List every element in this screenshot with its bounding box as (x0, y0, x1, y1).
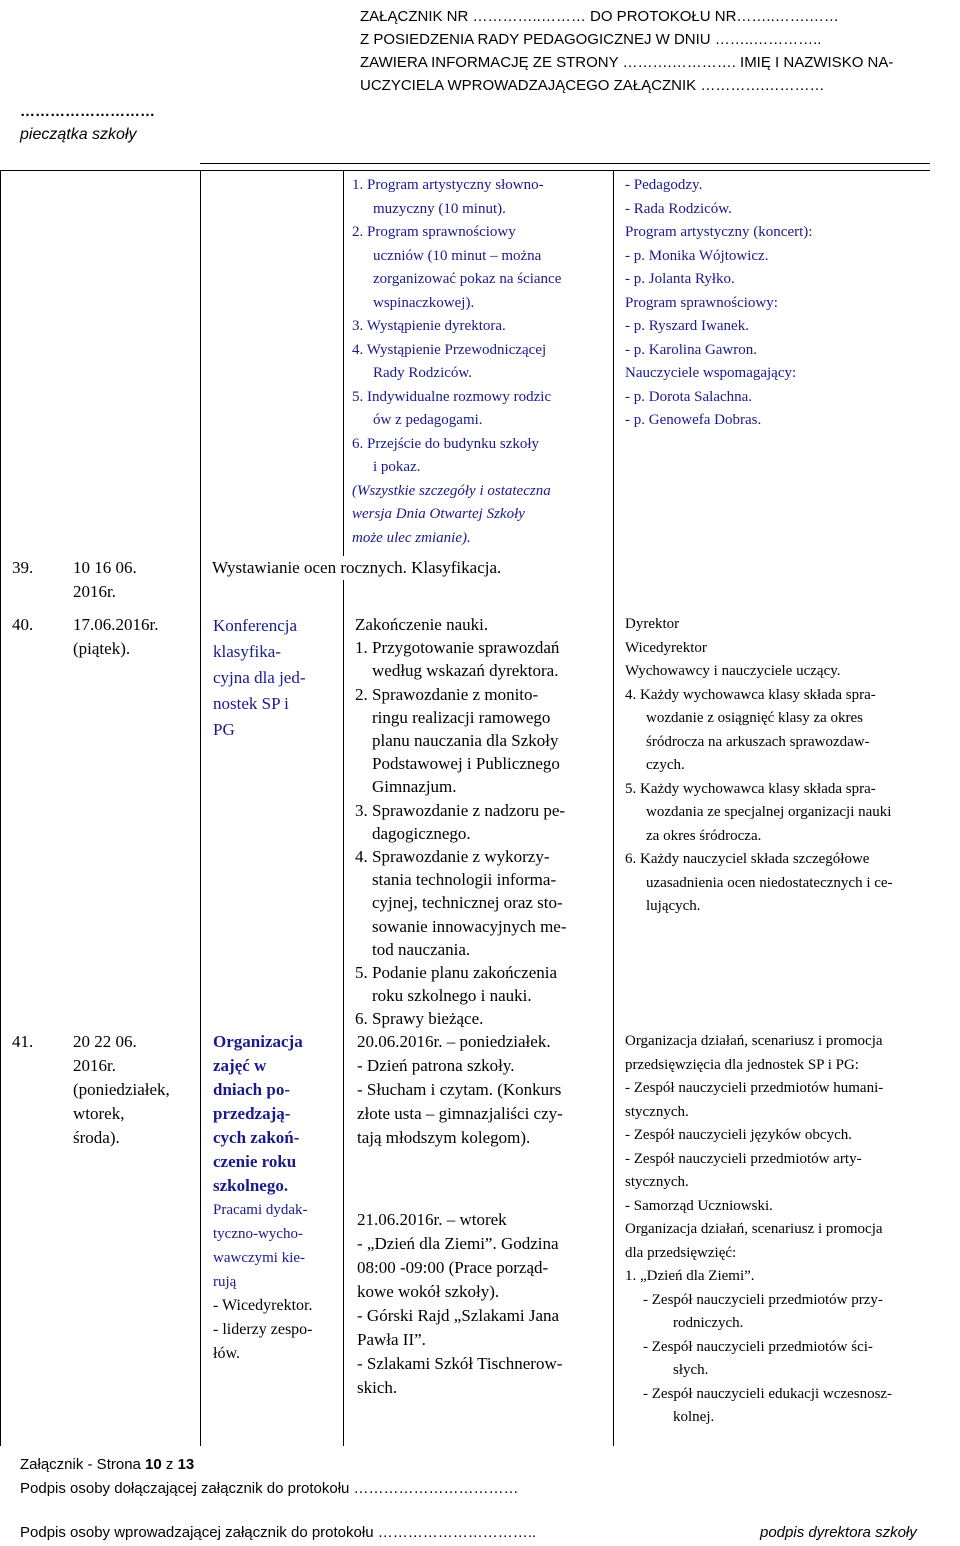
resp-line: - Samorząd Uczniowski. (625, 1197, 773, 1214)
list-item: uczniów (10 minut – można (373, 247, 542, 264)
resp-line: stycznych. (625, 1103, 689, 1120)
list-item: 2. Program sprawnościowy (352, 224, 516, 240)
list-item: muzyczny (10 minut). (373, 200, 506, 217)
list-item: Program artystyczny (koncert): (625, 224, 813, 240)
list-item: zorganizować pokaz na ściance (373, 271, 562, 287)
event-line: czenie roku (213, 1152, 297, 1171)
table-border-col3 (613, 170, 614, 1446)
row-40-responsible (625, 613, 930, 919)
note-line: może ulec zmianie). (352, 529, 471, 546)
program-line: - Słucham i czytam. (Konkurs (357, 1080, 562, 1099)
resp-line: Organizacja działań, scenariusz i promocja (625, 1033, 883, 1049)
resp-line: - Zespół nauczycieli edukacji wczesnosz- (643, 1385, 893, 1402)
document-header (0, 0, 960, 170)
signature-attaching-person: Podpis osoby dołączającej załącznik do protokołu …………………………… (20, 1480, 519, 1497)
date-line: 10 16 06. (73, 558, 137, 577)
event-line: - liderzy zespo- (213, 1321, 313, 1338)
resp-line: - Zespół nauczycieli przedmiotów humani- (625, 1080, 884, 1096)
event-line: Pracami dydak- (213, 1202, 308, 1218)
list-item: ów z pedagogami. (373, 412, 483, 428)
resp-line: dla przedsięwzięć: (625, 1244, 737, 1261)
date-line: 20 22 06. (73, 1032, 137, 1051)
note-line: wersja Dnia Otwartej Szkoły (352, 506, 525, 522)
event-line: zajęć w (213, 1056, 267, 1075)
list-item: - p. Ryszard Iwanek. (625, 318, 749, 334)
table-border-top (0, 170, 930, 171)
list-item: - Pedagodzy. (625, 177, 703, 193)
top-row-program (352, 174, 610, 550)
header-line-4: UCZYCIELA WPROWADZAJĄCEGO ZAŁĄCZNIK ………….………… (360, 77, 825, 94)
resp-line: kolnej. (673, 1409, 715, 1425)
date-line: (piątek). (73, 639, 131, 658)
list-item: 1. Program artystyczny słowno- (352, 177, 544, 193)
attachment-header-block (360, 5, 950, 97)
list-item: 5. Podanie planu zakończenia roku szkolnego i nauki. (355, 963, 558, 1006)
program-line: złote usta – gimnazjaliści czy- (357, 1104, 563, 1123)
page-number: Załącznik - Strona 10 z 13 (20, 1456, 195, 1473)
table-border-col1 (200, 170, 201, 1446)
event-line: dniach po- (213, 1080, 290, 1099)
event-line: PG (213, 720, 235, 739)
program-line: tają młodszym kolegom). (357, 1128, 531, 1147)
resp-line: - Zespół nauczycieli języków obcych. (625, 1127, 852, 1143)
resp-line: rodniczych. (673, 1315, 744, 1331)
resp-line: Dyrektor (625, 616, 680, 632)
resp-line: przedsięwzięcia dla jednostek SP i PG: (625, 1056, 859, 1073)
date-line: 2016r. (73, 1056, 116, 1075)
event-line: wawczymi kie- (213, 1250, 306, 1266)
list-item: 2. Sprawozdanie z monito- ringu realizacji ramowego planu nauczania dla Szkoły Podstawowej i Publicznego Gimnazjum. (355, 684, 560, 797)
row-40-number: 40. (12, 615, 34, 634)
event-line: łów. (213, 1345, 240, 1362)
list-item: 6. Sprawy bieżące. (355, 1009, 484, 1029)
top-row-responsible (625, 174, 925, 433)
row-41-event (213, 1030, 341, 1366)
row-40-program (355, 613, 610, 1031)
resp-line: Wicedyrektor (625, 639, 707, 656)
resp-line: - Zespół nauczycieli przedmiotów arty- (625, 1150, 862, 1167)
date-line: 17.06.2016r. (73, 615, 159, 634)
resp-line: stycznych. (625, 1174, 689, 1190)
event-line: Konferencja (213, 616, 298, 635)
row-41-date (73, 1030, 198, 1150)
resp-line: Wychowawcy i nauczyciele uczący. (625, 663, 841, 679)
resp-line: słych. (673, 1362, 709, 1378)
program-line: 08:00 -09:00 (Prace porząd- (357, 1258, 549, 1277)
list-item: 5. Każdy wychowawca klasy składa spra- wozdania ze specjalnej organizacji nauki za okres śródrocza. (625, 780, 892, 844)
event-line: cych zakoń- (213, 1128, 300, 1147)
list-item: 4. Wystąpienie Przewodniczącej (352, 341, 547, 358)
event-line: Organizacja (213, 1032, 303, 1051)
event-line: nostek SP i (213, 694, 289, 713)
resp-line: - Zespół nauczycieli przedmiotów ści- (643, 1338, 873, 1355)
date-line: środa). (73, 1128, 120, 1147)
resp-line: Organizacja działań, scenariusz i promocja (625, 1221, 883, 1237)
program-line: skich. (357, 1378, 398, 1397)
event-line: tyczno-wycho- (213, 1226, 303, 1242)
program-line: - Dzień patrona szkoły. (357, 1056, 515, 1075)
list-item: - p. Karolina Gawron. (625, 341, 758, 358)
list-item: - p. Genowefa Dobras. (625, 412, 762, 428)
header-line-3: ZAWIERA INFORMACJĘ ZE STRONY ……….…………. IMIĘ I NAZWISKO NA- (360, 54, 894, 71)
list-item: Nauczyciele wspomagający: (625, 365, 797, 381)
header-line-1: ZAŁĄCZNIK NR …………..……… DO PROTOKOŁU NR……..…….…… (360, 8, 839, 25)
note-line: (Wszystkie szczegóły i ostateczna (352, 482, 551, 499)
stamp-label: pieczątka szkoły (20, 126, 137, 143)
list-item: wspinaczkowej). (373, 294, 475, 311)
program-line: 20.06.2016r. – poniedziałek. (357, 1032, 551, 1051)
list-item: Rady Rodziców. (373, 365, 473, 381)
list-item: - p. Monika Wójtowicz. (625, 247, 769, 264)
date-line: 2016r. (73, 582, 116, 601)
header-divider (200, 163, 930, 164)
list-item: - Rada Rodziców. (625, 200, 732, 217)
event-line: klasyfika- (213, 642, 281, 661)
program-heading: Zakończenie nauki. (355, 615, 489, 634)
list-item: 4. Każdy wychowawca klasy składa spra- wozdanie z osiągnięć klasy za okres śródrocza na arkuszach sprawozdaw- czych. (625, 686, 876, 773)
list-item: 6. Każdy nauczyciel składa szczegółowe uzasadnienia ocen niedostatecznych i ce- lujących. (625, 851, 893, 914)
spacer (357, 1150, 609, 1208)
row-39-title: Wystawianie ocen rocznych. Klasyfikacja. (212, 556, 612, 580)
program-line: - Szlakami Szkół Tischnerow- (357, 1354, 563, 1373)
list-item: 5. Indywidualne rozmowy rodzic (352, 388, 552, 405)
list-item: i pokaz. (373, 459, 421, 475)
list-item: - p. Jolanta Ryłko. (625, 271, 735, 287)
resp-line: - Zespół nauczycieli przedmiotów przy- (643, 1291, 883, 1308)
resp-line: 1. „Dzień dla Ziemi”. (625, 1268, 755, 1284)
list-item: Program sprawnościowy: (625, 294, 778, 311)
program-line: kowe wokół szkoły). (357, 1282, 500, 1301)
program-line: - „Dzień dla Ziemi”. Godzina (357, 1234, 559, 1253)
list-item: 4. Sprawozdanie z wykorzy- stania technologii informa- cyjnej, technicznej oraz sto- sowanie innowacyjnych me- tod nauczania. (355, 847, 567, 959)
list-item: 1. Przygotowanie sprawozdań według wskazań dyrektora. (355, 638, 560, 681)
list-item: 6. Przejście do budynku szkoły (352, 435, 540, 452)
date-line: wtorek, (73, 1104, 125, 1123)
signature-director: podpis dyrektora szkoły (760, 1524, 917, 1541)
row-41-number: 41. (12, 1032, 34, 1051)
event-line: przedzają- (213, 1104, 291, 1123)
event-line: szkolnego. (213, 1176, 289, 1195)
event-line: cyjna dla jed- (213, 668, 306, 687)
row-39-number: 39. (12, 558, 34, 577)
table-border-col2 (343, 170, 344, 1446)
table-border-left (0, 170, 1, 1446)
event-line: rują (213, 1274, 237, 1290)
row-41-responsible (625, 1030, 930, 1430)
list-item: 3. Sprawozdanie z nadzoru pe- dagogicznego. (355, 800, 566, 843)
program-line: Pawła II”. (357, 1330, 426, 1349)
row-39-date (73, 556, 198, 604)
list-item: - p. Dorota Salachna. (625, 388, 753, 405)
header-line-2: Z POSIEDZENIA RADY PEDAGOGICZNEJ W DNIU ……..………….. (360, 31, 822, 48)
signature-introducing-person: Podpis osoby wprowadzającej załącznik do protokołu ………………………….. (20, 1524, 537, 1541)
row-41-program (357, 1030, 609, 1400)
event-line: - Wicedyrektor. (213, 1297, 313, 1314)
program-line: 21.06.2016r. – wtorek (357, 1210, 507, 1229)
program-line: - Górski Rajd „Szlakami Jana (357, 1306, 560, 1325)
row-40-date (73, 613, 198, 661)
date-line: (poniedziałek, (73, 1080, 170, 1099)
list-item: 3. Wystąpienie dyrektora. (352, 318, 506, 334)
stamp-placeholder: ……………………… (20, 103, 155, 120)
row-40-event (213, 613, 341, 743)
